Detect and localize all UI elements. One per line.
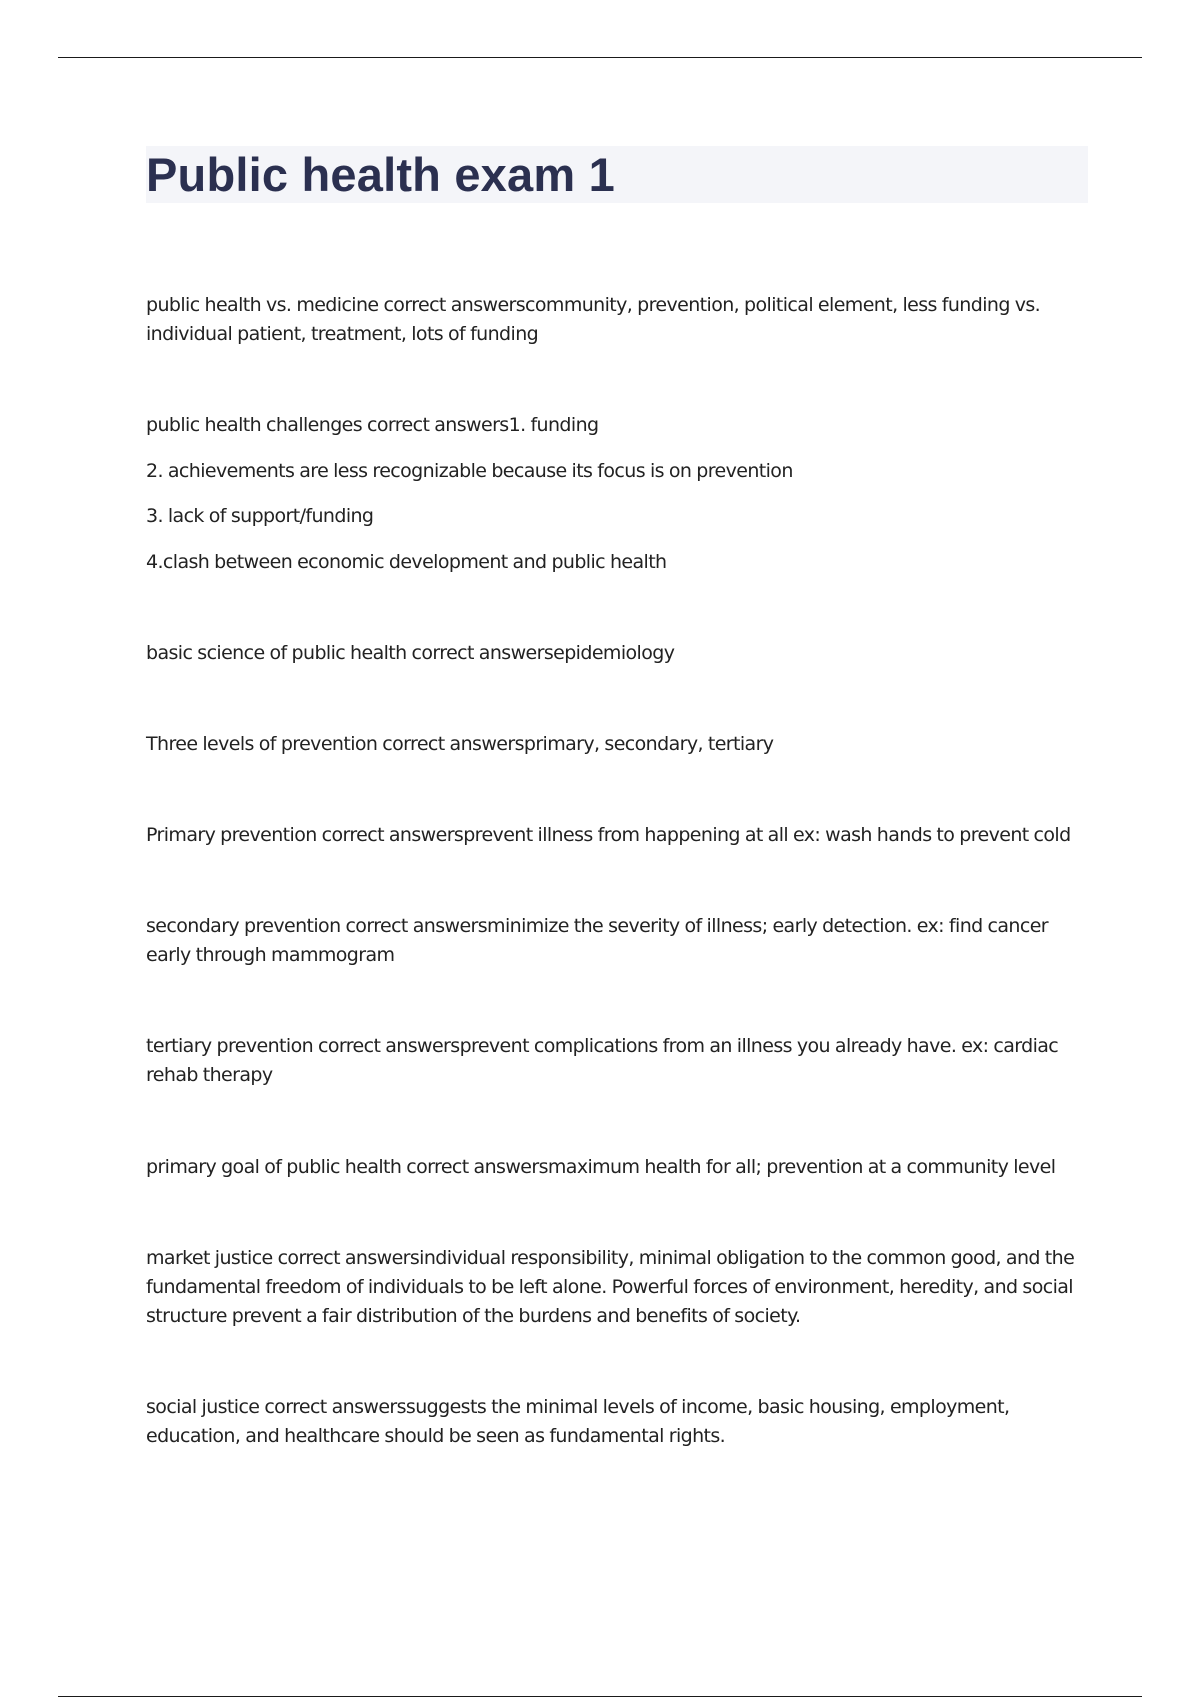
qa-tertiary-prevention: tertiary prevention correct answersprevent complications from an illness you already have. ex: cardiac rehab therapy [146,1035,1059,1086]
list-item-challenge-2: 2. achievements are less recognizable because its focus is on prevention [146,460,793,482]
qa-social-justice: social justice correct answerssuggests the minimal levels of income, basic housing, employment, education, and healthcare should be seen as fundamental rights. [146,1396,1010,1447]
qa-public-health-vs-medicine: public health vs. medicine correct answerscommunity, prevention, political element, less funding vs. individual patient, treatment, lots of funding [146,294,1041,345]
qa-basic-science: basic science of public health correct answersepidemiology [146,642,675,664]
top-rule [58,57,1142,58]
document-title: Public health exam 1 [146,148,615,201]
list-item-challenge-4: 4.clash between economic development and public health [146,551,667,573]
qa-secondary-prevention: secondary prevention correct answersminimize the severity of illness; early detection. ex: find cancer early through mammogram [146,915,1049,966]
qa-public-health-challenges: public health challenges correct answers1. funding [146,414,599,436]
bottom-rule [58,1696,1142,1697]
qa-primary-goal: primary goal of public health correct answersmaximum health for all; prevention at a community level [146,1156,1056,1178]
qa-primary-prevention: Primary prevention correct answersprevent illness from happening at all ex: wash hands to prevent cold [146,824,1071,846]
qa-market-justice: market justice correct answersindividual responsibility, minimal obligation to the common good, and the fundamental freedom of individuals to be left alone. Powerful forces of environment, heredity, and social structure prevent a fair distribution of the burdens and benefits of society. [146,1247,1075,1327]
qa-three-levels-prevention: Three levels of prevention correct answersprimary, secondary, tertiary [146,733,774,755]
list-item-challenge-3: 3. lack of support/funding [146,505,374,527]
